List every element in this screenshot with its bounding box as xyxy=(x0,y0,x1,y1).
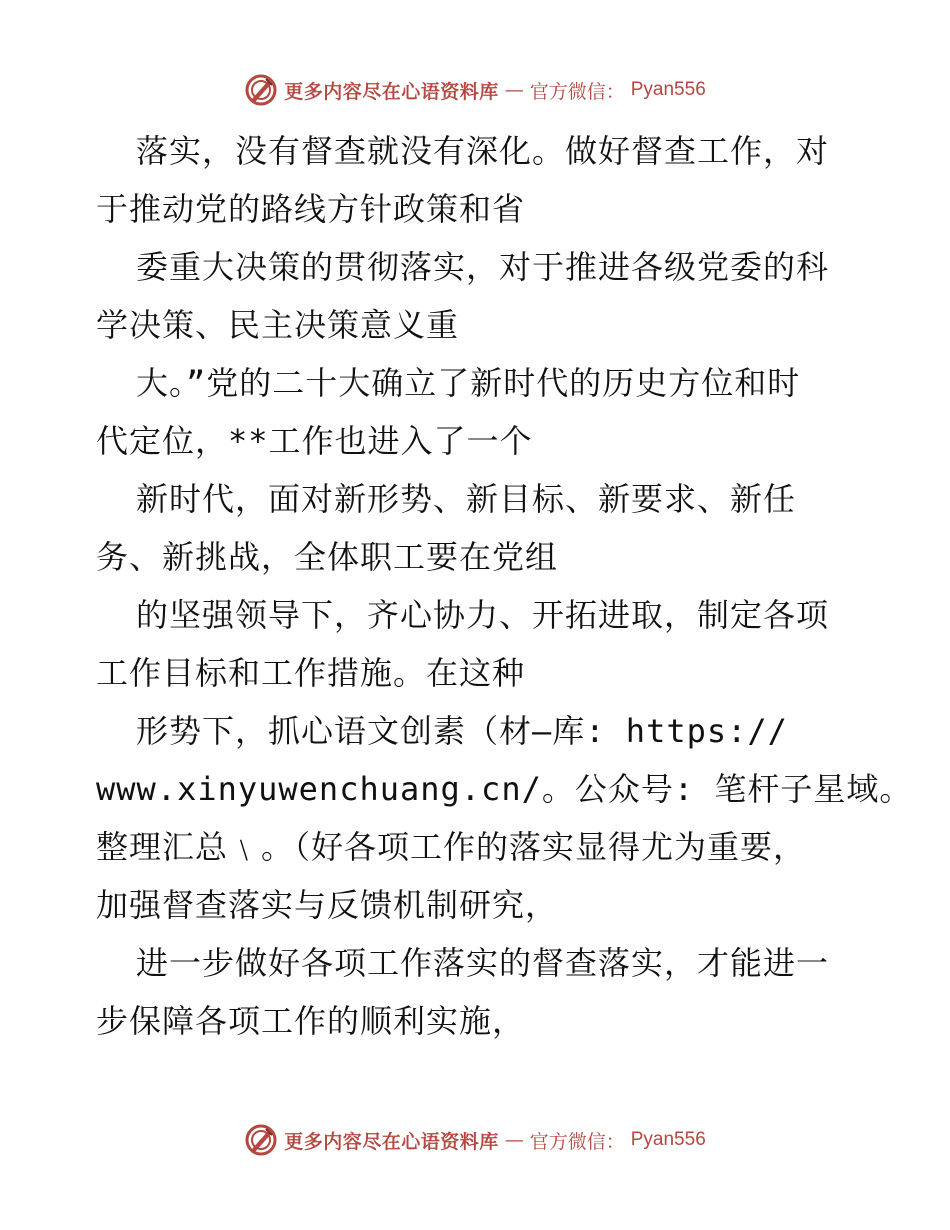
header-contact-label: 官方微信： xyxy=(529,80,625,103)
body-line-11: 形势下，抓心语文创素（材—库: https:// xyxy=(136,712,788,750)
body-line-10: 工作目标和工作措施。在这种 xyxy=(96,654,526,692)
body-line-16: 步保障各项工作的顺利实施， xyxy=(96,1002,526,1040)
header-watermark-banner xyxy=(0,70,950,110)
body-line-9: 的坚强领导下，齐心协力、开拓进取，制定各项 xyxy=(136,596,830,634)
body-line-5: 大。”党的二十大确立了新时代的历史方位和时 xyxy=(136,364,801,402)
header-banner-inner xyxy=(244,73,706,107)
body-line-8: 务、新挑战，全体职工要在党组 xyxy=(96,538,559,576)
body-line-3: 委重大决策的贯彻落实，对于推进各级党委的科 xyxy=(136,248,830,286)
footer-contact-label: 官方微信： xyxy=(529,1130,625,1153)
footer-contact-id: Pyan556 xyxy=(630,1129,706,1150)
footer-dash: — xyxy=(504,1129,524,1151)
header-dash: — xyxy=(504,79,524,101)
footer-brand-text: 更多内容尽在心语资料库 xyxy=(284,1130,499,1153)
footer-watermark-banner xyxy=(0,1120,950,1160)
document-body xyxy=(96,122,913,1050)
footer-banner-inner xyxy=(244,1123,706,1157)
brand-logo-icon xyxy=(244,73,278,107)
body-line-2: 于推动党的路线方针政策和省 xyxy=(96,190,526,228)
body-line-13: 整理汇总﹨。（好各项工作的落实显得尤为重要， xyxy=(96,828,807,866)
header-contact-id: Pyan556 xyxy=(630,79,706,100)
body-line-14: 加强督查落实与反馈机制研究， xyxy=(96,886,559,924)
body-line-7: 新时代，面对新形势、新目标、新要求、新任 xyxy=(136,480,797,518)
body-line-1: 落实，没有督查就没有深化。做好督查工作，对 xyxy=(136,132,830,170)
header-brand-text: 更多内容尽在心语资料库 xyxy=(284,80,499,103)
body-line-12: www.xinyuwenchuang.cn/。公众号: 笔杆子星域。 xyxy=(96,770,913,808)
brand-logo-icon xyxy=(244,1123,278,1157)
body-line-6: 代定位，**工作也进入了一个 xyxy=(96,422,533,460)
body-line-4: 学决策、民主决策意义重 xyxy=(96,306,460,344)
body-line-15: 进一步做好各项工作落实的督查落实，才能进一 xyxy=(136,944,830,982)
